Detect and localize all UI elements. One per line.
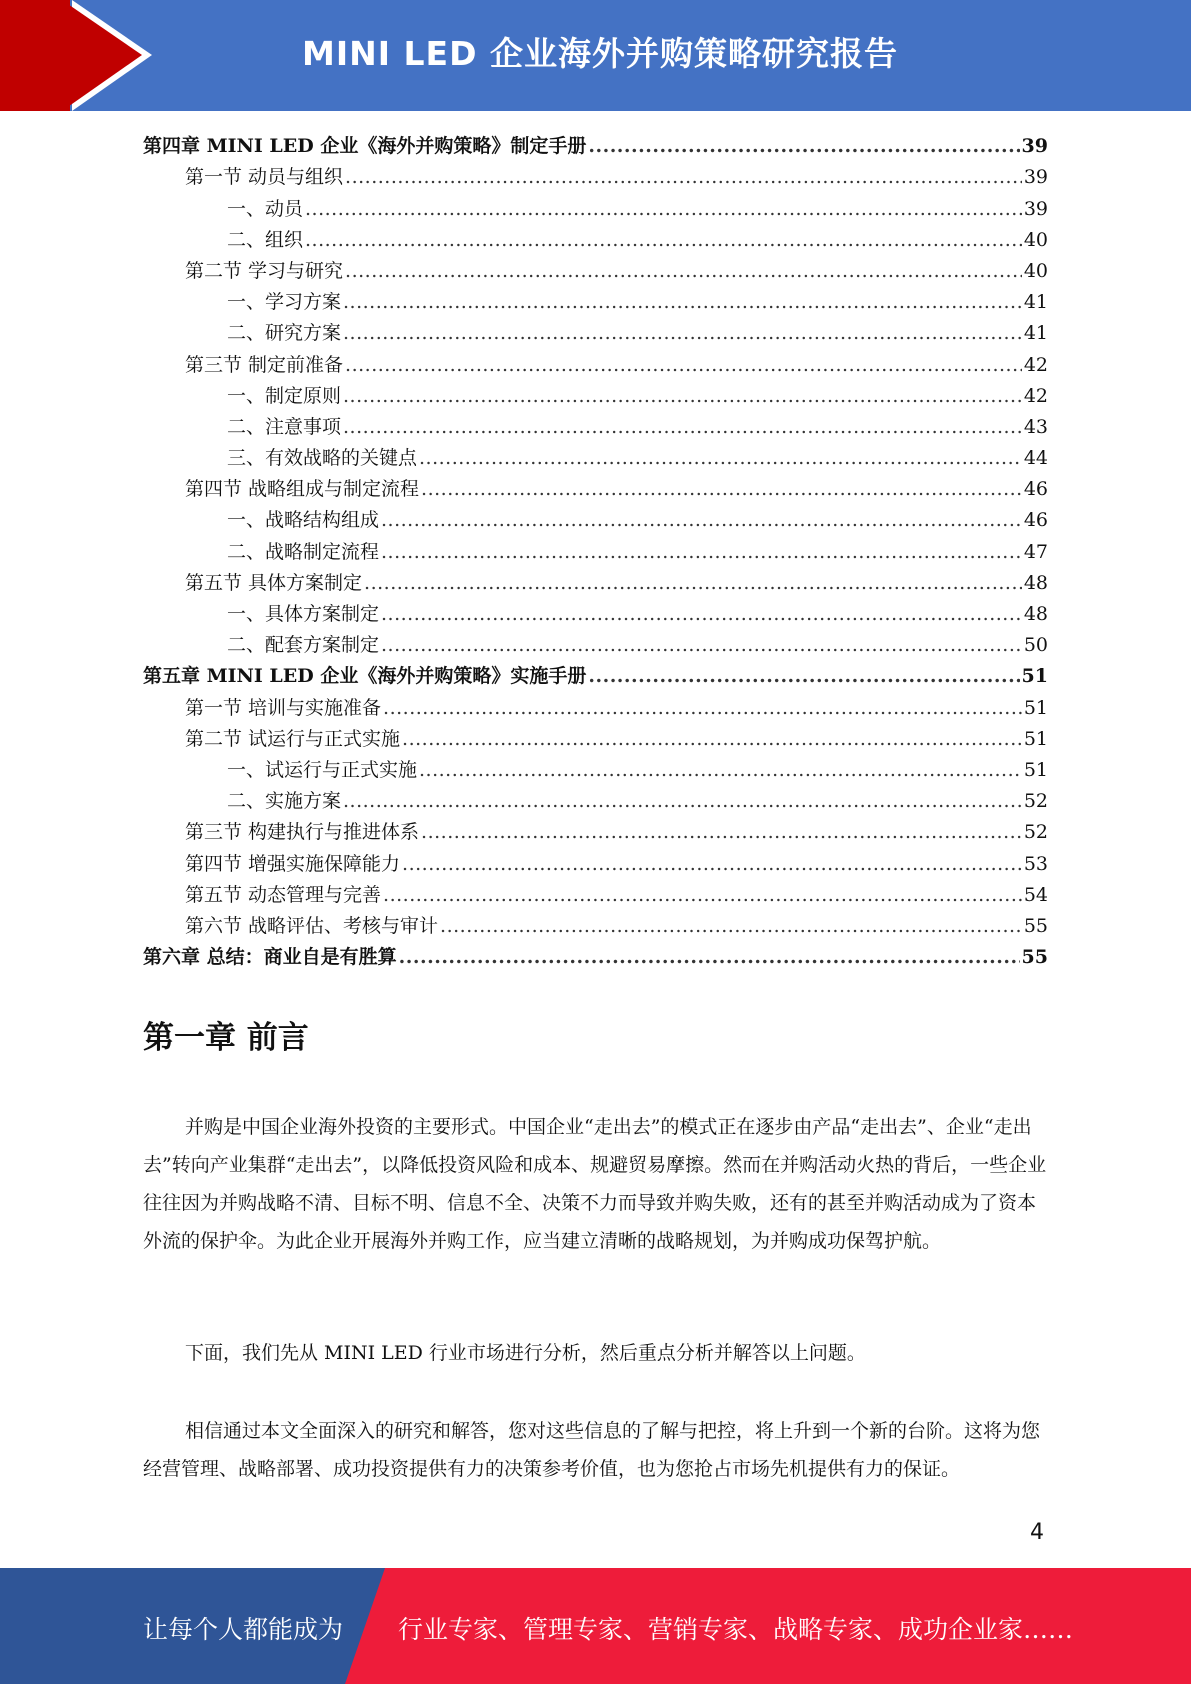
toc-entry-title: 第一节 培训与实施准备	[185, 696, 382, 719]
toc-leader-dots	[383, 882, 1022, 908]
toc-entry-page: 53	[1023, 852, 1048, 875]
toc-entry[interactable]	[143, 939, 1048, 970]
toc-leader-dots	[421, 476, 1022, 502]
toc-leader-dots	[419, 757, 1022, 783]
toc-entry-title: 第三节 制定前准备	[185, 353, 344, 376]
toc-entry-title: 第五节 动态管理与完善	[185, 883, 382, 906]
toc-entry-title: 第三节 构建执行与推进体系	[185, 821, 420, 844]
toc-entry-page: 42	[1023, 353, 1048, 376]
toc-entry-title: 二、配套方案制定	[227, 634, 380, 657]
toc-entry[interactable]	[143, 658, 1048, 689]
toc-entry[interactable]	[143, 627, 1048, 658]
toc-entry-title: 一、制定原则	[227, 384, 342, 407]
toc-entry[interactable]	[143, 752, 1048, 783]
toc-leader-dots	[345, 258, 1022, 284]
toc-entry-page: 47	[1023, 540, 1048, 563]
toc-entry-title: 三、有效战略的关键点	[227, 447, 418, 470]
toc-entry-title: 二、注意事项	[227, 415, 342, 438]
toc-entry-page: 48	[1023, 571, 1048, 594]
toc-leader-dots	[402, 851, 1022, 877]
toc-entry-page: 51	[1023, 758, 1048, 781]
toc-leader-dots	[345, 352, 1022, 378]
paragraph-3: 相信通过本文全面深入的研究和解答，您对这些信息的了解与把控，将上升到一个新的台阶。这将为您经营管理、战略部署、成功投资提供有力的决策参考价值，也为您抢占市场先机提供有力的保证。	[143, 1420, 1041, 1480]
toc-entry[interactable]	[143, 284, 1048, 315]
toc-entry[interactable]	[143, 378, 1048, 409]
toc-entry-title: 第一节 动员与组织	[185, 166, 344, 189]
toc-leader-dots	[343, 383, 1022, 409]
toc-entry[interactable]	[143, 689, 1048, 720]
toc-entry-page: 52	[1023, 790, 1048, 813]
toc-leader-dots	[305, 196, 1022, 222]
footer-blue-slant	[345, 1568, 385, 1684]
toc-entry-title: 第六节 战略评估、考核与审计	[185, 914, 439, 937]
toc-entry[interactable]	[143, 814, 1048, 845]
toc-entry-title: 二、组织	[227, 228, 304, 251]
toc-entry-title: 一、学习方案	[227, 291, 342, 314]
toc-leader-dots	[343, 788, 1022, 814]
page-number: 4	[1030, 1520, 1044, 1545]
toc-entry-page: 39	[1023, 166, 1048, 189]
toc-entry[interactable]	[143, 877, 1048, 908]
toc-entry[interactable]	[143, 908, 1048, 939]
toc-entry-page: 43	[1023, 415, 1048, 438]
toc-entry[interactable]	[143, 128, 1048, 159]
toc-entry-title: 第五节 具体方案制定	[185, 571, 363, 594]
page-footer	[0, 1568, 1191, 1684]
toc-leader-dots	[421, 819, 1022, 845]
toc-entry[interactable]	[143, 409, 1048, 440]
toc-entry-page: 51	[1023, 727, 1048, 750]
toc-leader-dots	[343, 414, 1022, 440]
toc-leader-dots	[383, 695, 1022, 721]
toc-entry-title: 二、战略制定流程	[227, 540, 380, 563]
toc-entry-page: 40	[1023, 228, 1048, 251]
toc-leader-dots	[440, 913, 1022, 939]
toc-entry-page: 55	[1021, 946, 1048, 969]
toc-entry-page: 41	[1023, 322, 1048, 345]
toc-entry[interactable]	[143, 222, 1048, 253]
toc-entry-page: 46	[1023, 478, 1048, 501]
toc-entry-page: 46	[1023, 509, 1048, 532]
toc-entry[interactable]	[143, 471, 1048, 502]
toc-entry-title: 第五章 MINI LED 企业《海外并购策略》实施手册	[143, 665, 587, 688]
toc-entry-page: 40	[1023, 259, 1048, 282]
toc-entry-title: 第四节 增强实施保障能力	[185, 852, 401, 875]
toc-leader-dots	[588, 663, 1019, 689]
paragraph-2: 下面，我们先从 MINI LED 行业市场进行分析，然后重点分析并解答以上问题。	[185, 1342, 866, 1364]
toc-leader-dots	[364, 570, 1022, 596]
toc-leader-dots	[381, 601, 1022, 627]
toc-entry-page: 50	[1023, 634, 1048, 657]
toc-entry[interactable]	[143, 845, 1048, 876]
toc-leader-dots	[399, 944, 1020, 970]
toc-entry-title: 第二节 学习与研究	[185, 259, 344, 282]
toc-leader-dots	[345, 164, 1022, 190]
toc-entry[interactable]	[143, 596, 1048, 627]
toc-entry[interactable]	[143, 190, 1048, 221]
toc-entry-page: 42	[1023, 384, 1048, 407]
toc-entry-title: 第四节 战略组成与制定流程	[185, 478, 420, 501]
header-red-block	[0, 0, 70, 111]
toc-entry-page: 52	[1023, 821, 1048, 844]
toc-entry-page: 55	[1023, 914, 1048, 937]
toc-entry-page: 51	[1023, 696, 1048, 719]
toc-entry-page: 44	[1023, 447, 1048, 470]
page-header	[0, 0, 1191, 111]
table-of-contents	[143, 128, 1048, 970]
toc-leader-dots	[305, 227, 1022, 253]
toc-entry-page: 41	[1023, 291, 1048, 314]
toc-entry-title: 第二节 试运行与正式实施	[185, 727, 401, 750]
header-chevron-red	[62, 0, 142, 111]
toc-entry[interactable]	[143, 253, 1048, 284]
toc-leader-dots	[343, 289, 1022, 315]
toc-entry-title: 二、研究方案	[227, 322, 342, 345]
toc-entry[interactable]	[143, 783, 1048, 814]
toc-leader-dots	[419, 445, 1022, 471]
toc-leader-dots	[381, 632, 1022, 658]
paragraph-1: 并购是中国企业海外投资的主要形式。中国企业“走出去”的模式正在逐步由产品“走出去”、企业“走出去”转向产业集群“走出去”，以降低投资风险和成本、规避贸易摩擦。然而在并购活动火热的背后，一些企业往往因为并购战略不清、目标不明、信息不全、决策不力而导致并购失败，还有的甚至并购活动成为了资本外流的保护伞。为此企业开展海外并购工作，应当建立清晰的战略规划，为并购成功保驾护航。	[143, 1116, 1047, 1252]
chapter-heading: 第一章 前言	[143, 1020, 309, 1056]
toc-entry[interactable]	[143, 533, 1048, 564]
toc-entry-title: 一、具体方案制定	[227, 603, 380, 625]
footer-slogan-left: 让每个人都能成为	[143, 1615, 344, 1644]
toc-entry[interactable]	[143, 159, 1048, 190]
footer-slogan-right: 行业专家、管理专家、营销专家、战略专家、成功企业家……	[398, 1615, 1074, 1644]
toc-entry[interactable]	[143, 565, 1048, 596]
toc-entry-title: 一、动员	[227, 197, 304, 220]
toc-entry[interactable]	[143, 721, 1048, 752]
toc-entry-page: 51	[1021, 665, 1048, 688]
toc-entry-page: 48	[1023, 603, 1048, 625]
toc-leader-dots	[381, 507, 1022, 533]
toc-entry[interactable]	[143, 346, 1048, 377]
toc-entry-title: 第六章 总结：商业自是有胜算	[143, 946, 397, 969]
toc-entry-title: 第四章 MINI LED 企业《海外并购策略》制定手册	[143, 135, 587, 158]
toc-leader-dots	[343, 320, 1022, 346]
toc-entry[interactable]	[143, 502, 1048, 533]
toc-entry-title: 二、实施方案	[227, 790, 342, 813]
toc-entry-page: 54	[1023, 883, 1048, 906]
toc-entry[interactable]	[143, 440, 1048, 471]
toc-leader-dots	[381, 539, 1022, 565]
toc-entry[interactable]	[143, 315, 1048, 346]
toc-entry-page: 39	[1021, 135, 1048, 158]
toc-leader-dots	[402, 726, 1022, 752]
toc-entry-page: 39	[1023, 197, 1048, 220]
toc-leader-dots	[588, 133, 1019, 159]
toc-entry-title: 一、战略结构组成	[227, 509, 380, 532]
toc-entry-title: 一、试运行与正式实施	[227, 758, 418, 781]
report-title: MINI LED 企业海外并购策略研究报告	[302, 34, 898, 73]
